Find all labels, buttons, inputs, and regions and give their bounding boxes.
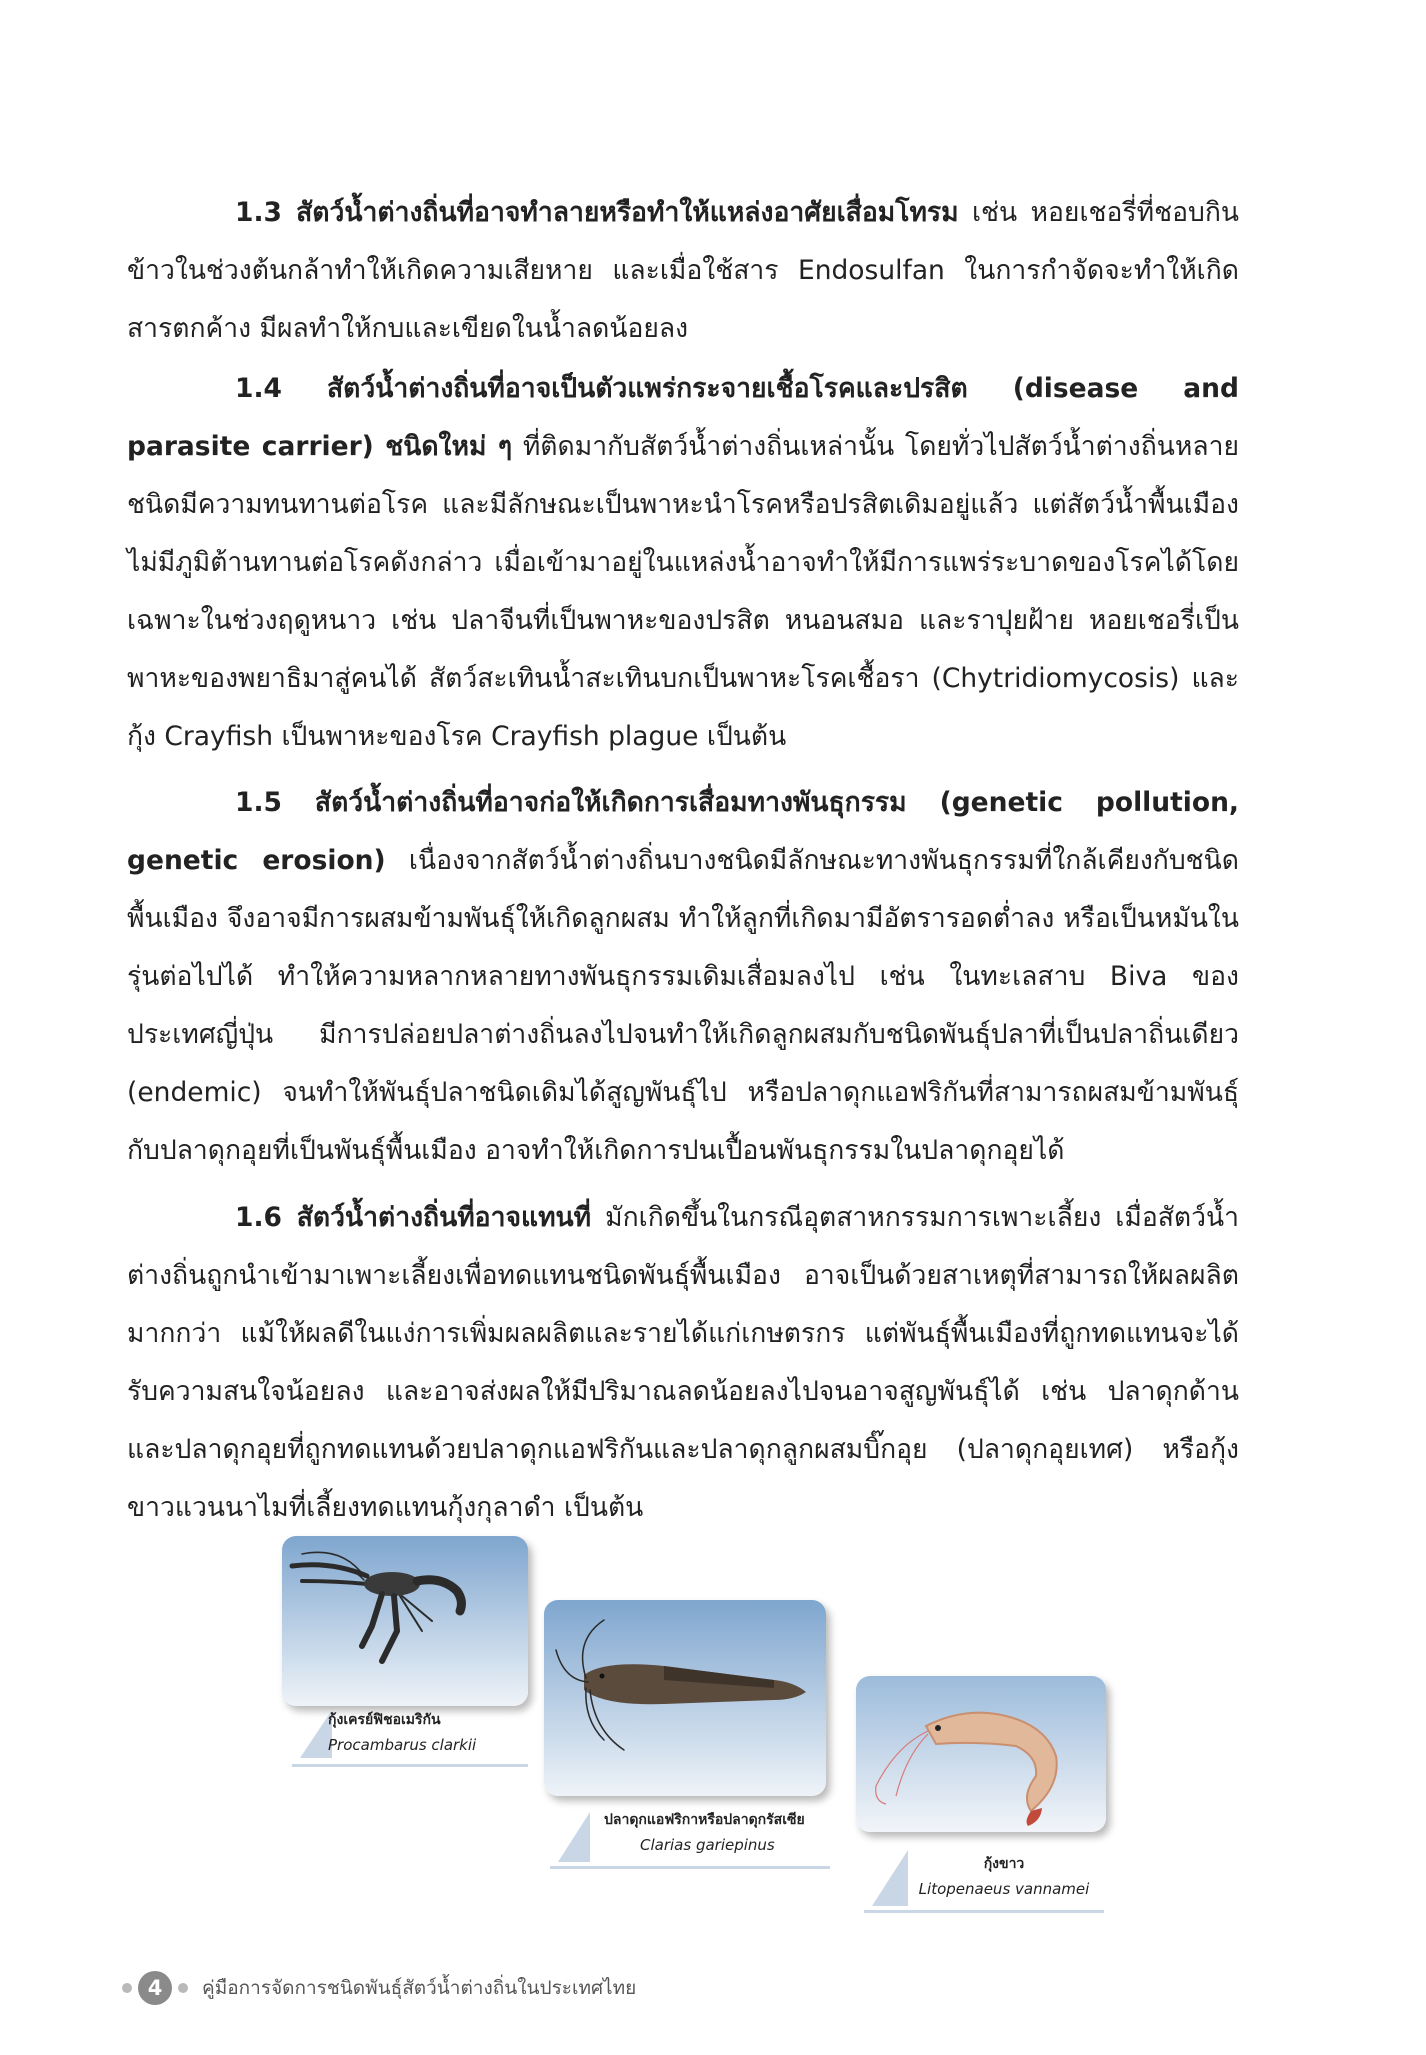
caption-shrimp — [904, 1852, 1104, 1902]
body-1-5: เนื่องจากสัตว์น้ำต่างถิ่นบางชนิดมีลักษณะทางพันธุกรรมที่ใกล้เคียงกับชนิดพื้นเมือง จึงอาจมีการผสมข้ามพันธุ์ให้เกิดลูกผสม ทำให้ลูกที่เกิดมามีอัตรารอดต่ำลง หรือเป็นหมันในรุ่นต่อไปได้ ทำให้ความหลากหลายทางพันธุกรรมเดิมเสื่อมลงไป เช่น ในทะเลสาบ Biva ของประเทศญี่ปุ่น มีการปล่อยปลาต่างถิ่นลงไปจนทำให้เกิดลูกผสมกับชนิดพันธุ์ปลาที่เป็นปลาถิ่นเดียว (endemic) จนทำให้พันธุ์ปลาชนิดเดิมได้สูญพันธุ์ไป หรือปลาดุกแอฟริกันที่สามารถผสมข้ามพันธุ์กับปลาดุกอุยที่เป็นพันธุ์พื้นเมือง อาจทำให้เกิดการปนเปื้อนพันธุกรรมในปลาดุกอุยได้ — [127, 845, 1239, 1166]
caption-accent-3 — [864, 1850, 908, 1910]
paragraph-1-6 — [127, 1189, 1239, 1537]
caption-catfish-sci: Clarias gariepinus — [640, 1836, 775, 1854]
crayfish-photo — [282, 1536, 528, 1706]
caption-crayfish-thai: กุ้งเครย์ฟิชอเมริกัน — [328, 1712, 441, 1728]
caption-crayfish-sci: Procambarus clarkii — [328, 1736, 477, 1754]
heading-1-5: 1.5 สัตว์น้ำต่างถิ่นที่อาจก่อให้เกิดการเสื่อมทางพันธุกรรม (genetic pollution, genetic erosion) — [127, 787, 1239, 876]
shrimp-photo — [856, 1676, 1106, 1832]
caption-catfish-thai: ปลาดุกแอฟริกาหรือปลาดุกรัสเซีย — [604, 1812, 805, 1828]
heading-1-6: 1.6 สัตว์น้ำต่างถิ่นที่อาจแทนที่ — [235, 1202, 592, 1233]
heading-1-3: 1.3 สัตว์น้ำต่างถิ่นที่อาจทำลายหรือทำให้แหล่งอาศัยเสื่อมโทรม — [235, 197, 959, 228]
heading-1-4: 1.4 สัตว์น้ำต่างถิ่นที่อาจเป็นตัวแพร่กระจายเชื้อโรคและปรสิต (disease and parasite carrier) ชนิดใหม่ ๆ — [127, 373, 1239, 462]
caption-underline-3 — [864, 1910, 1104, 1913]
body-1-6: มักเกิดขึ้นในกรณีอุตสาหกรรมการเพาะเลี้ยง เมื่อสัตว์น้ำต่างถิ่นถูกนำเข้ามาเพาะเลี้ยงเพื่อทดแทนชนิดพันธุ์พื้นเมือง อาจเป็นด้วยสาเหตุที่สามารถให้ผลผลิตมากกว่า แม้ให้ผลดีในแง่การเพิ่มผลผลิตและรายได้แก่เกษตรกร แต่พันธุ์พื้นเมืองที่ถูกทดแทนจะได้รับความสนใจน้อยลง และอาจส่งผลให้มีปริมาณลดน้อยลงไปจนอาจสูญพันธุ์ได้ เช่น ปลาดุกด้านและปลาดุกอุยที่ถูกทดแทนด้วยปลาดุกแอฟริกันและปลาดุกลูกผสมบิ๊กอุย (ปลาดุกอุยเทศ) หรือกุ้งขาวแวนนาไมที่เลี้ยงทดแทนกุ้งกุลาดำ เป็นต้น — [127, 1202, 1239, 1523]
caption-crayfish — [328, 1708, 538, 1758]
body-1-4: ที่ติดมากับสัตว์น้ำต่างถิ่นเหล่านั้น โดยทั่วไปสัตว์น้ำต่างถิ่นหลายชนิดมีความทนทานต่อโรค และมีลักษณะเป็นพาหะนำโรคหรือปรสิตเดิมอยู่แล้ว แต่สัตว์น้ำพื้นเมืองไม่มีภูมิต้านทานต่อโรคดังกล่าว เมื่อเข้ามาอยู่ในแหล่งน้ำอาจทำให้มีการแพร่ระบาดของโรคได้โดยเฉพาะในช่วงฤดูหนาว เช่น ปลาจีนที่เป็นพาหะของปรสิต หนอนสมอ และราปุยฝ้าย หอยเชอรี่เป็นพาหะของพยาธิมาสู่คนได้ สัตว์สะเทินน้ำสะเทินบกเป็นพาหะโรคเชื้อรา (Chytridiomycosis) และกุ้ง Crayfish เป็นพาหะของโรค Crayfish plague เป็นต้น — [127, 431, 1239, 752]
caption-underline-2 — [550, 1866, 830, 1869]
caption-accent-2 — [550, 1812, 590, 1866]
caption-shrimp-sci: Litopenaeus vannamei — [918, 1880, 1090, 1898]
page-footer — [122, 1968, 636, 2008]
caption-underline-1 — [292, 1764, 528, 1767]
page-number: 4 — [138, 1971, 172, 2005]
footer-title: คู่มือการจัดการชนิดพันธุ์สัตว์น้ำต่างถิ่นในประเทศไทย — [202, 1977, 637, 1999]
paragraph-1-5 — [127, 774, 1239, 1180]
paragraph-1-3 — [127, 184, 1239, 358]
catfish-icon — [544, 1600, 826, 1796]
paragraph-1-4 — [127, 360, 1239, 766]
caption-accent-1 — [292, 1710, 332, 1762]
shrimp-icon — [856, 1676, 1106, 1832]
footer-dot-right — [178, 1983, 188, 1993]
crayfish-icon — [282, 1536, 528, 1706]
catfish-photo — [544, 1600, 826, 1796]
footer-dot-left — [122, 1983, 132, 1993]
caption-shrimp-thai: กุ้งขาว — [983, 1856, 1025, 1872]
caption-catfish — [604, 1808, 844, 1858]
body-1-3: เช่น หอยเชอรี่ที่ชอบกินข้าวในช่วงต้นกล้าทำให้เกิดความเสียหาย และเมื่อใช้สาร Endosulfan ในการกำจัดจะทำให้เกิดสารตกค้าง มีผลทำให้กบและเขียดในน้ำลดน้อยลง — [127, 197, 1239, 344]
